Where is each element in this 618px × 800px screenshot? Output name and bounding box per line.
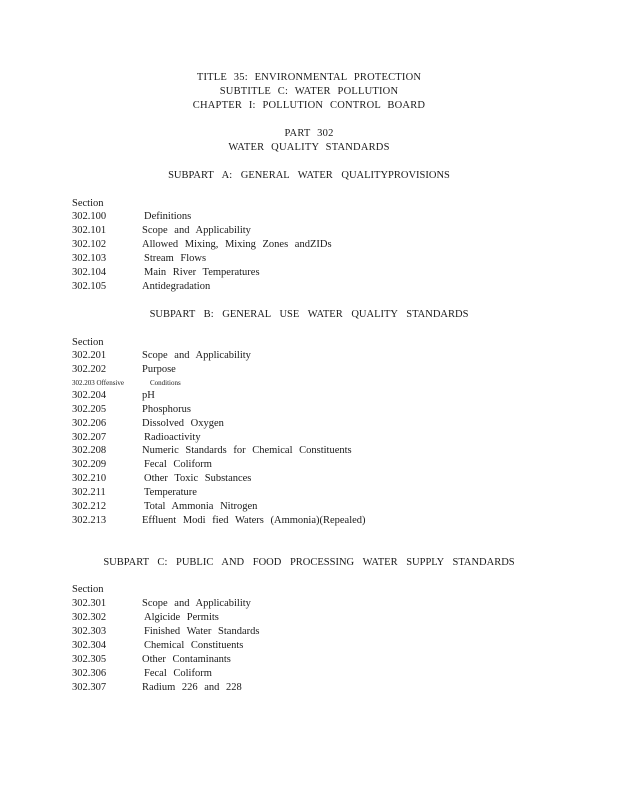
subpart-b-heading: SUBPART B: GENERAL USE WATER QUALITY STANDARDS [149, 309, 469, 320]
toc-row [72, 225, 592, 239]
toc-row [72, 390, 592, 404]
section-title: Effluent Modi fied Waters (Ammonia)(Repealed) [142, 515, 366, 526]
section-title: Other Contaminants [142, 654, 231, 665]
section-label: Section [72, 584, 104, 595]
toc-row [72, 501, 592, 515]
section-title: Algicide Permits [144, 612, 219, 623]
part-title: WATER QUALITY STANDARDS [228, 142, 390, 153]
section-title: Fecal Coliform [144, 668, 212, 679]
section-number: 302.306 [72, 668, 107, 679]
section-number: 302.104 [72, 267, 107, 278]
toc-row [72, 682, 592, 696]
section-title: Other Toxic Substances [144, 473, 252, 484]
toc-row [72, 376, 592, 390]
toc-row [72, 432, 592, 446]
toc-row [72, 654, 592, 668]
toc-row [72, 487, 592, 501]
section-number: 302.204 [72, 390, 107, 401]
section-title: Scope and Applicability [142, 350, 251, 361]
section-title: Chemical Constituents [144, 640, 244, 651]
section-number: 302.207 [72, 432, 107, 443]
chapter-line: CHAPTER I: POLLUTION CONTROL BOARD [192, 100, 426, 111]
section-number: 302.212 [72, 501, 107, 512]
section-number: 302.213 [72, 515, 107, 526]
section-title: Allowed Mixing, Mixing Zones andZIDs [142, 239, 332, 250]
section-title: Numeric Standards for Chemical Constituents [142, 445, 352, 456]
part-line: PART 302 [284, 128, 334, 139]
section-number: 302.303 [72, 626, 107, 637]
toc-row [72, 459, 592, 473]
section-number: 302.307 [72, 682, 107, 693]
section-title: Scope and Applicability [142, 225, 251, 236]
subpart-a-heading: SUBPART A: GENERAL WATER QUALITYPROVISIONS [168, 170, 450, 181]
toc-row [72, 515, 592, 529]
title-line: TITLE 35: ENVIRONMENTAL PROTECTION [196, 72, 422, 83]
section-number: 302.105 [72, 281, 107, 292]
section-number: 302.201 [72, 350, 107, 361]
section-title: Finished Water Standards [144, 626, 260, 637]
section-title: Fecal Coliform [144, 459, 212, 470]
section-number: 302.305 [72, 654, 107, 665]
section-number: 302.211 [72, 487, 106, 498]
subpart-c-heading: SUBPART C: PUBLIC AND FOOD PROCESSING WATER SUPPLY STANDARDS [103, 557, 515, 568]
toc-row [72, 612, 592, 626]
toc-row [72, 267, 592, 281]
section-title: Radioactivity [144, 432, 201, 443]
section-number: 302.205 [72, 404, 107, 415]
toc-row [72, 668, 592, 682]
section-title: Main River Temperatures [144, 267, 260, 278]
toc-row [72, 598, 592, 612]
toc-row [72, 418, 592, 432]
section-number: 302.209 [72, 459, 107, 470]
toc-row [72, 350, 592, 364]
section-number: 302.103 [72, 253, 107, 264]
section-title: Total Ammonia Nitrogen [144, 501, 258, 512]
toc-row [72, 473, 592, 487]
section-number: 302.202 [72, 364, 107, 375]
section-number: 302.210 [72, 473, 107, 484]
toc-row [72, 239, 592, 253]
toc-row [72, 445, 592, 459]
toc-row [72, 404, 592, 418]
section-title: Antidegradation [142, 281, 211, 292]
section-title: Definitions [144, 211, 192, 222]
section-label: Section [72, 337, 104, 348]
section-title: Phosphorus [142, 404, 192, 415]
toc-row [72, 211, 592, 225]
section-number: 302.203 Offensive [72, 379, 124, 387]
section-title: pH [142, 390, 155, 401]
section-number: 302.208 [72, 445, 107, 456]
toc-row [72, 281, 592, 295]
section-title: Stream Flows [144, 253, 207, 264]
toc-row [72, 626, 592, 640]
section-number: 302.102 [72, 239, 107, 250]
section-number: 302.304 [72, 640, 107, 651]
section-number: 302.206 [72, 418, 107, 429]
section-number: 302.301 [72, 598, 107, 609]
toc-row [72, 640, 592, 654]
subtitle-line: SUBTITLE C: WATER POLLUTION [219, 86, 399, 97]
section-title: Temperature [144, 487, 197, 498]
section-title: Conditions [150, 379, 181, 387]
section-label: Section [72, 198, 104, 209]
section-number: 302.100 [72, 211, 107, 222]
section-number: 302.302 [72, 612, 107, 623]
toc-row [72, 253, 592, 267]
section-title: Scope and Applicability [142, 598, 251, 609]
section-title: Dissolved Oxygen [142, 418, 224, 429]
section-number: 302.101 [72, 225, 107, 236]
section-title: Purpose [142, 364, 176, 375]
section-title: Radium 226 and 228 [142, 682, 242, 693]
